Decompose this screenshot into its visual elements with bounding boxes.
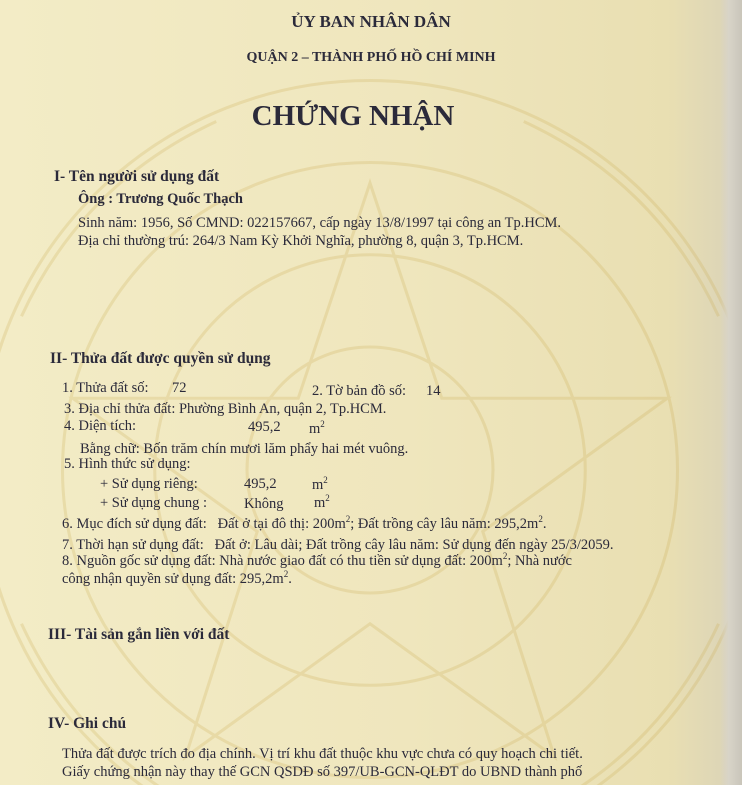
land-use-purpose: 6. Mục đích sử dụng đất: Đất ở tại đô thị: $200m^2$; Đất trồng cây lâu năm: $295,2m^2$. — [62, 514, 547, 532]
agency-name: ỦY BAN NHÂN DÂN — [291, 12, 451, 31]
area-label: 4. Diện tích: — [64, 418, 137, 434]
district-name: QUẬN 2 – THÀNH PHỐ HỒ CHÍ MINH — [246, 50, 496, 65]
parcel-number: 72 — [172, 380, 187, 396]
parcel-address: 3. Địa chỉ thửa đất: Phường Bình An, quận 2, Tp.HCM. — [64, 401, 387, 417]
land-use-term: 7. Thời hạn sử dụng đất: Đất ở: Lâu dài; Đất trồng cây lâu năm: Sử dụng đến ngày 25/3/2059. — [62, 537, 614, 553]
page-edge-shadow — [720, 0, 742, 785]
common-use-unit: $m^2$ — [314, 493, 330, 511]
private-use-value: 495,2 — [244, 476, 277, 492]
common-use-value: Không — [244, 496, 284, 512]
common-use-label: + Sử dụng chung : — [100, 495, 208, 511]
section-3-heading: III- Tài sản gắn liền với đất — [48, 626, 230, 643]
area-unit: $m^2$ — [309, 419, 325, 437]
owner-name: Ông : Trương Quốc Thạch — [78, 191, 243, 207]
note-line-1: Thửa đất được trích đo địa chính. Vị trí khu đất thuộc khu vực chưa có quy hoạch chi tiết. — [62, 746, 583, 762]
parcel-number-label: 1. Thửa đất số: — [62, 380, 149, 396]
land-origin-cont: công nhận quyền sử dụng đất: $295,2m^2$. — [62, 569, 292, 587]
owner-address: Địa chỉ thường trú: 264/3 Nam Kỳ Khởi Nghĩa, phường 8, quận 3, Tp.HCM. — [78, 233, 524, 249]
section-4-heading: IV- Ghi chú — [48, 715, 127, 732]
private-use-unit: $m^2$ — [312, 475, 328, 493]
certificate-title: CHỨNG NHẬN — [251, 100, 455, 132]
map-sheet-number: 14 — [426, 383, 441, 399]
note-line-2: Giấy chứng nhận này thay thế GCN QSDĐ số 397/UB-GCN-QLĐT do UBND thành phố — [62, 764, 583, 780]
section-2-heading: II- Thửa đất được quyền sử dụng — [50, 350, 271, 367]
map-sheet-label: 2. Tờ bản đồ số: — [312, 383, 406, 399]
section-1-heading: I- Tên người sử dụng đất — [54, 168, 220, 185]
use-form-label: 5. Hình thức sử dụng: — [64, 456, 191, 472]
area-value: 495,2 — [248, 419, 281, 435]
area-in-words: Bằng chữ: Bốn trăm chín mươi lăm phẩy hai mét vuông. — [80, 441, 409, 457]
land-origin: 8. Nguồn gốc sử dụng đất: Nhà nước giao đất có thu tiền sử dụng đất: $200m^2$; Nhà nước — [62, 551, 572, 569]
owner-birth-id: Sinh năm: 1956, Số CMND: 022157667, cấp ngày 13/8/1997 tại công an Tp.HCM. — [78, 215, 562, 231]
private-use-label: + Sử dụng riêng: — [100, 476, 198, 492]
